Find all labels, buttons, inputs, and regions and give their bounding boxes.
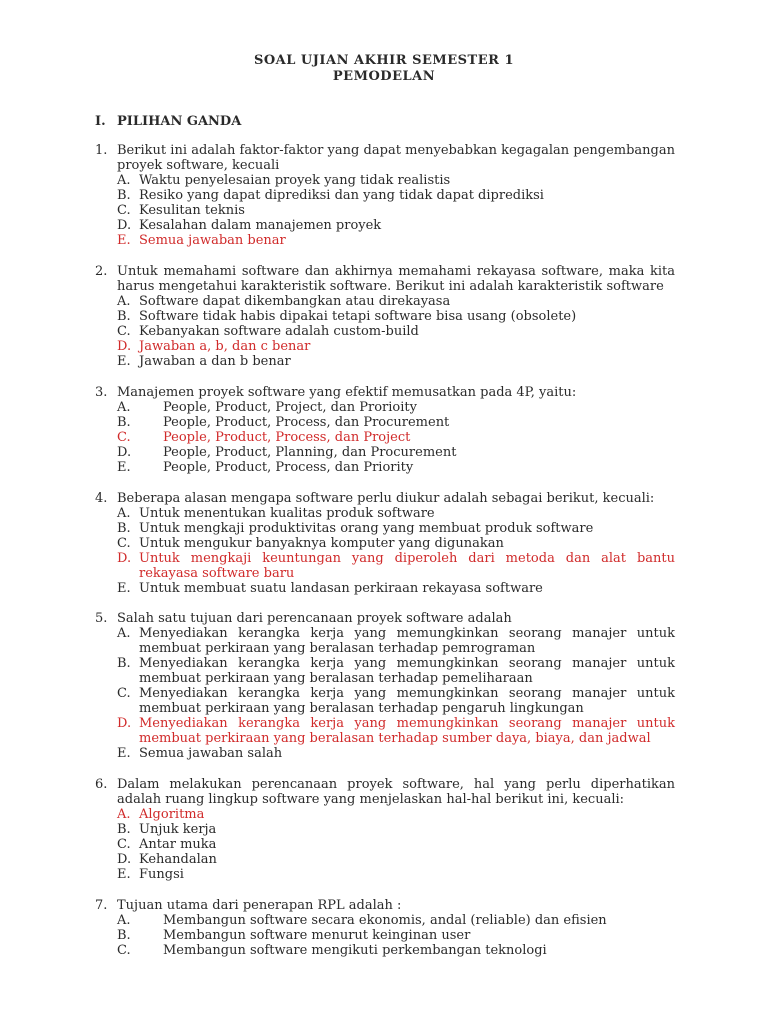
option-b[interactable]: B. Resiko yang dapat diprediksi dan yang tidak dapat diprediksi [117,188,544,203]
option-a[interactable]: A. Menyediakan kerangka kerja yang memungkinkan seorang manajer untuk membuat perkiraan yang beralasan terhadap pemrograman [117,626,675,656]
question-text: Dalam melakukan perencanaan proyek software, hal yang perlu diperhatikan adalah ruang lingkup software yang menjelaskan hal-hal berikut ini, kecuali: [117,777,675,807]
option-e[interactable]: E. Fungsi [117,867,184,882]
option-a[interactable]: A. Software dapat dikembangkan atau direkayasa [117,294,451,309]
question-7 [95,898,675,958]
option-d-correct[interactable]: D. Untuk mengkaji keuntungan yang diperoleh dari metoda dan alat bantu rekayasa software baru [117,551,675,581]
question-2 [95,264,675,369]
question-1 [95,143,675,248]
question-text: Tujuan utama dari penerapan RPL adalah : [117,898,402,913]
option-b[interactable]: B. Unjuk kerja [117,822,217,837]
option-d[interactable]: D. Kehandalan [117,852,217,867]
option-e[interactable]: E. Jawaban a dan b benar [117,354,291,369]
option-b[interactable]: B. Membangun software menurut keinginan user [117,928,471,943]
question-3 [95,385,675,475]
question-text: Manajemen proyek software yang efektif memusatkan pada 4P, yaitu: [117,385,577,400]
option-a[interactable]: A. Membangun software secara ekonomis, andal (reliable) dan efisien [117,913,607,928]
question-5 [95,611,675,761]
option-c[interactable]: C. Kebanyakan software adalah custom-build [117,324,419,339]
option-c[interactable]: C. Menyediakan kerangka kerja yang memungkinkan seorang manajer untuk membuat perkiraan yang beralasan terhadap pengaruh lingkungan [117,686,675,716]
option-c[interactable]: C. Membangun software mengikuti perkembangan teknologi [117,943,547,958]
question-number: 6. [95,777,108,792]
option-b[interactable]: B. Menyediakan kerangka kerja yang memungkinkan seorang manajer untuk membuat perkiraan yang beralasan terhadap pemeliharaan [117,656,675,686]
option-d-correct[interactable]: D. Menyediakan kerangka kerja yang memungkinkan seorang manajer untuk membuat perkiraan yang beralasan terhadap sumber daya, biaya, dan jadwal [117,716,675,746]
question-text: Beberapa alasan mengapa software perlu diukur adalah sebagai berikut, kecuali: [117,491,655,506]
option-d[interactable]: D. Kesalahan dalam manajemen proyek [117,218,382,233]
option-a-correct[interactable]: A. Algoritma [117,807,205,822]
option-c[interactable]: C. Kesulitan teknis [117,203,245,218]
question-4 [95,491,675,596]
exam-title: SOAL UJIAN AKHIR SEMESTER 1 [253,53,515,68]
question-number: 3. [95,385,108,400]
section-heading [95,114,241,129]
option-e[interactable]: E. People, Product, Process, dan Priority [117,460,414,475]
option-d-correct[interactable]: D. Jawaban a, b, dan c benar [117,339,311,354]
section-number: I. [95,114,106,129]
section-title: PILIHAN GANDA [117,114,242,129]
option-b[interactable]: B. People, Product, Process, dan Procurement [117,415,450,430]
option-d[interactable]: D. People, Product, Planning, dan Procurement [117,445,457,460]
question-number: 1. [95,143,108,158]
option-a[interactable]: A. Waktu penyelesaian proyek yang tidak realistis [117,173,451,188]
option-a[interactable]: A. People, Product, Project, dan Prorioity [117,400,417,415]
question-number: 5. [95,611,108,626]
option-a[interactable]: A. Untuk menentukan kualitas produk software [117,506,435,521]
question-number: 4. [95,491,108,506]
option-c-correct[interactable]: C. People, Product, Process, dan Project [117,430,411,445]
option-b[interactable]: B. Untuk mengkaji produktivitas orang yang membuat produk software [117,521,594,536]
option-e[interactable]: E. Untuk membuat suatu landasan perkiraan rekayasa software [117,581,543,596]
option-e[interactable]: E. Semua jawaban salah [117,746,283,761]
question-number: 7. [95,898,108,913]
question-number: 2. [95,264,108,279]
subject-title: PEMODELAN [332,69,436,84]
option-c[interactable]: C. Untuk mengukur banyaknya komputer yang digunakan [117,536,504,551]
option-e-correct[interactable]: E. Semua jawaban benar [117,233,286,248]
option-b[interactable]: B. Software tidak habis dipakai tetapi software bisa usang (obsolete) [117,309,577,324]
question-6 [95,777,675,882]
question-text: Salah satu tujuan dari perencanaan proyek software adalah [117,611,512,626]
question-text: Berikut ini adalah faktor-faktor yang dapat menyebabkan kegagalan pengembangan proyek software, kecuali [117,143,675,173]
option-c[interactable]: C. Antar muka [117,837,217,852]
question-text: Untuk memahami software dan akhirnya memahami rekayasa software, maka kita harus mengetahui karakteristik software. Berikut ini adalah karakteristik software [117,264,675,294]
